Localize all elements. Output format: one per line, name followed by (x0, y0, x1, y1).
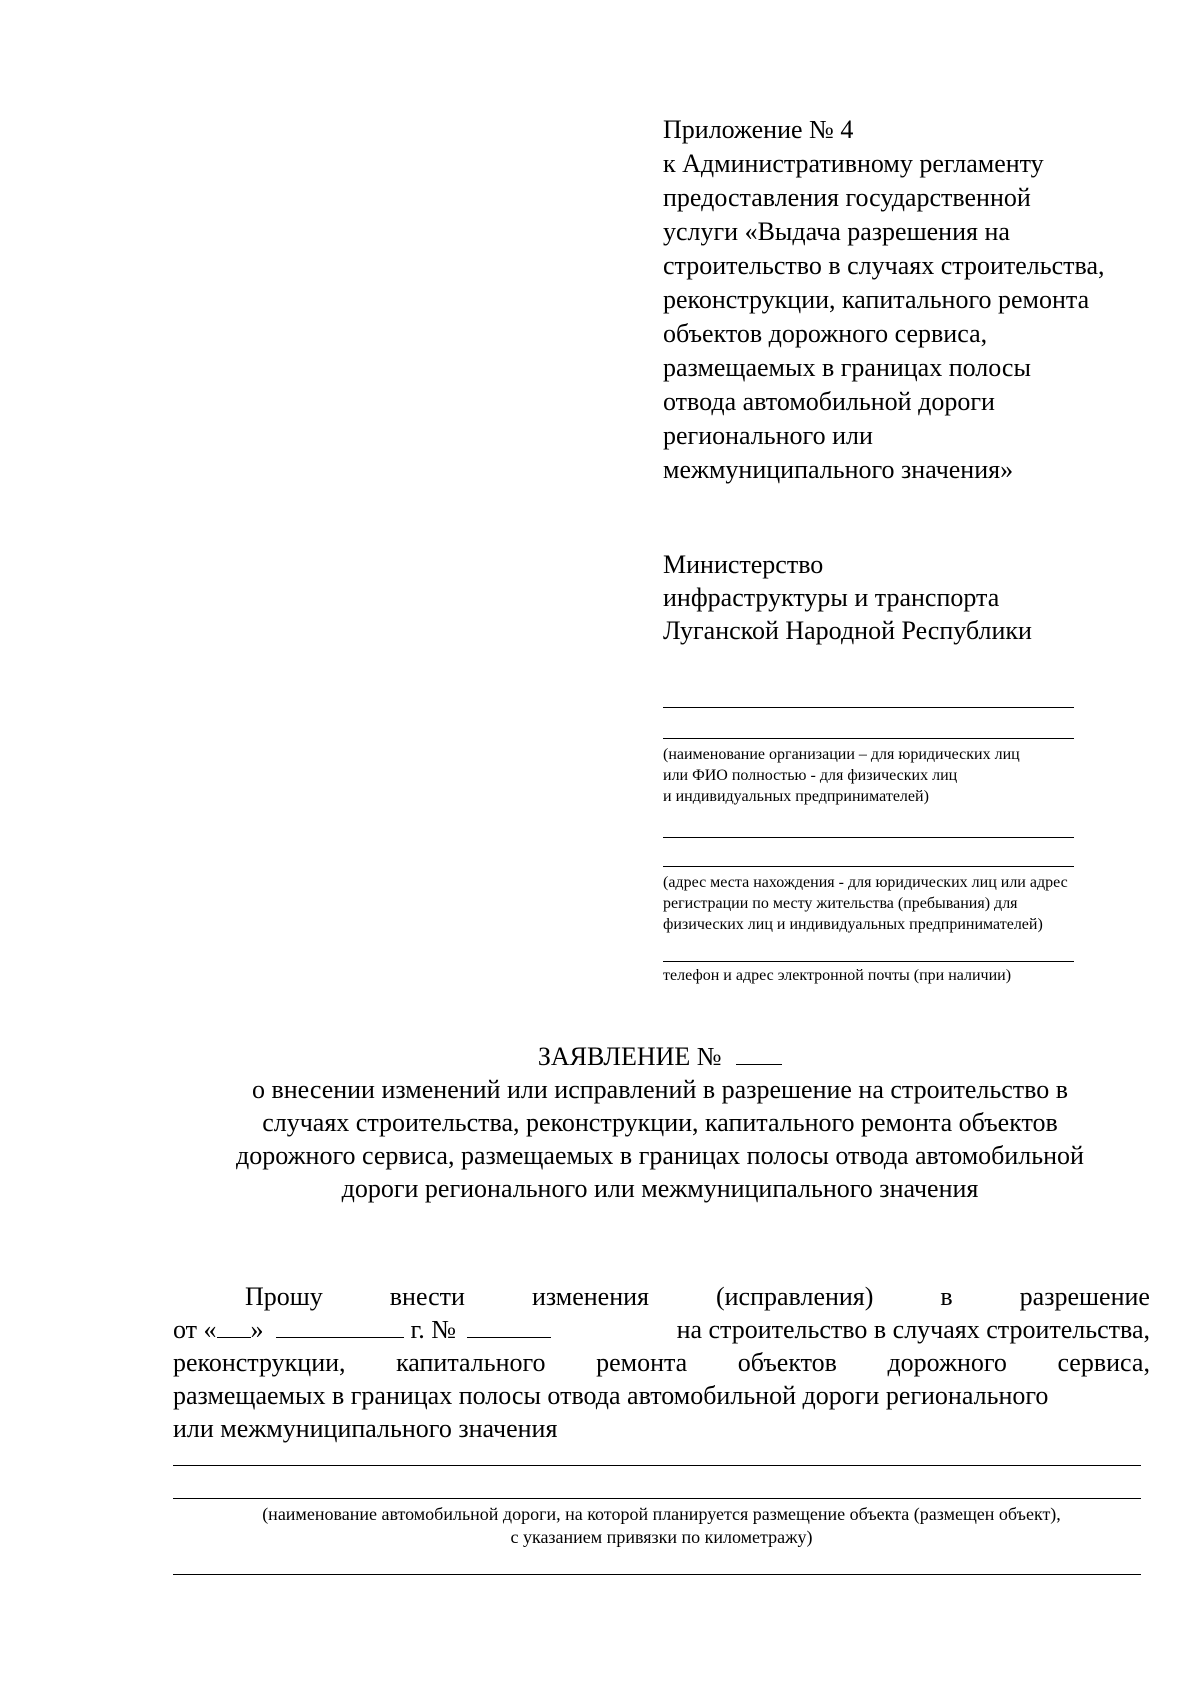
heading-text: ЗАЯВЛЕНИЕ № (537, 1042, 722, 1071)
from-label: от « (173, 1315, 217, 1344)
request-paragraph (173, 1280, 1150, 1445)
body-word: Прошу (245, 1282, 323, 1311)
road-name-line-3[interactable] (173, 1574, 1141, 1575)
appendix-line: размещаемых в границах полосы (663, 353, 1031, 382)
statement-title (160, 1040, 1160, 1205)
statement-number-field[interactable] (736, 1042, 782, 1065)
appendix-line: объектов дорожного сервиса, (663, 319, 988, 348)
year-number-label: г. № (410, 1315, 457, 1344)
title-line: случаях строительства, реконструкции, капитального ремонта объектов (262, 1108, 1058, 1137)
address-line-1[interactable] (663, 837, 1074, 838)
month-field[interactable] (276, 1315, 404, 1338)
appendix-line: к Административному регламенту (663, 149, 1044, 178)
appendix-line: строительство в случаях строительства, (663, 251, 1105, 280)
body-line-2 (173, 1313, 1150, 1346)
ministry-line: Луганской Народной Республики (663, 616, 1032, 645)
body-line-5: или межмуниципального значения (173, 1414, 558, 1443)
appendix-line: межмуниципального значения» (663, 455, 1014, 484)
ministry-line: инфраструктуры и транспорта (663, 583, 1000, 612)
body-word: разрешение (1019, 1282, 1150, 1311)
addressee-ministry (663, 548, 1163, 647)
body-word: внести (389, 1282, 465, 1311)
body-line-1 (173, 1280, 1150, 1313)
road-caption-line: с указанием привязки по километражу) (510, 1527, 813, 1547)
body-word: в (940, 1282, 953, 1311)
body-word: изменения (531, 1282, 649, 1311)
appendix-line: предоставления государственной (663, 183, 1031, 212)
appendix-line: регионального или (663, 421, 873, 450)
contact-line[interactable] (663, 961, 1074, 962)
date-group (173, 1313, 551, 1346)
body-word: дорожного (887, 1348, 1007, 1377)
appendix-line: реконструкции, капитального ремонта (663, 285, 1090, 314)
address-hint-line: регистрации по месту жительства (пребывания) для (663, 895, 1018, 912)
body-word: капитального (396, 1348, 546, 1377)
applicant-name-line-2[interactable] (663, 738, 1074, 739)
appendix-line: отвода автомобильной дороги (663, 387, 995, 416)
permit-number-field[interactable] (467, 1315, 551, 1338)
body-word: ремонта (596, 1348, 688, 1377)
close-quote: » (250, 1315, 264, 1344)
org-hint-line: и индивидуальных предпринимателей) (663, 788, 929, 805)
org-hint-line: или ФИО полностью - для физических лиц (663, 767, 958, 784)
road-name-line-1[interactable] (173, 1465, 1141, 1466)
appendix-line: Приложение № 4 (663, 115, 854, 144)
body-line-3 (173, 1346, 1150, 1379)
address-hint-line: физических лиц и индивидуальных предпринимателей) (663, 916, 1043, 933)
org-hint (663, 744, 1020, 807)
appendix-header (663, 113, 1163, 487)
ministry-line: Министерство (663, 550, 824, 579)
body-line-4: размещаемых в границах полосы отвода автомобильной дороги регионального (173, 1381, 1049, 1410)
body-word: сервиса, (1057, 1348, 1150, 1377)
road-name-line-2[interactable] (173, 1498, 1141, 1499)
title-line: о внесении изменений или исправлений в разрешение на строительство в (251, 1075, 1069, 1104)
body-word: объектов (737, 1348, 837, 1377)
body-line-2-rest: на строительство в случаях строительства, (676, 1315, 1150, 1344)
body-word: реконструкции, (173, 1348, 346, 1377)
title-line: дороги регионального или межмуниципального значения (341, 1174, 979, 1203)
road-caption-line: (наименование автомобильной дороги, на которой планируется размещение объекта (размещен объект), (262, 1504, 1061, 1524)
applicant-name-line-1[interactable] (663, 707, 1074, 708)
org-hint-line: (наименование организации – для юридических лиц (663, 746, 1020, 763)
contact-hint: телефон и адрес электронной почты (при наличии) (663, 967, 1012, 984)
body-word: (исправления) (715, 1282, 874, 1311)
appendix-line: услуги «Выдача разрешения на (663, 217, 1010, 246)
address-line-2[interactable] (663, 866, 1074, 867)
address-hint-line: (адрес места нахождения - для юридических лиц или адрес (663, 874, 1068, 891)
statement-heading (160, 1040, 1160, 1073)
address-hint (663, 872, 1068, 935)
road-caption (173, 1503, 1150, 1549)
day-field[interactable] (217, 1315, 251, 1338)
title-line: дорожного сервиса, размещаемых в границах полосы отвода автомобильной (236, 1141, 1084, 1170)
